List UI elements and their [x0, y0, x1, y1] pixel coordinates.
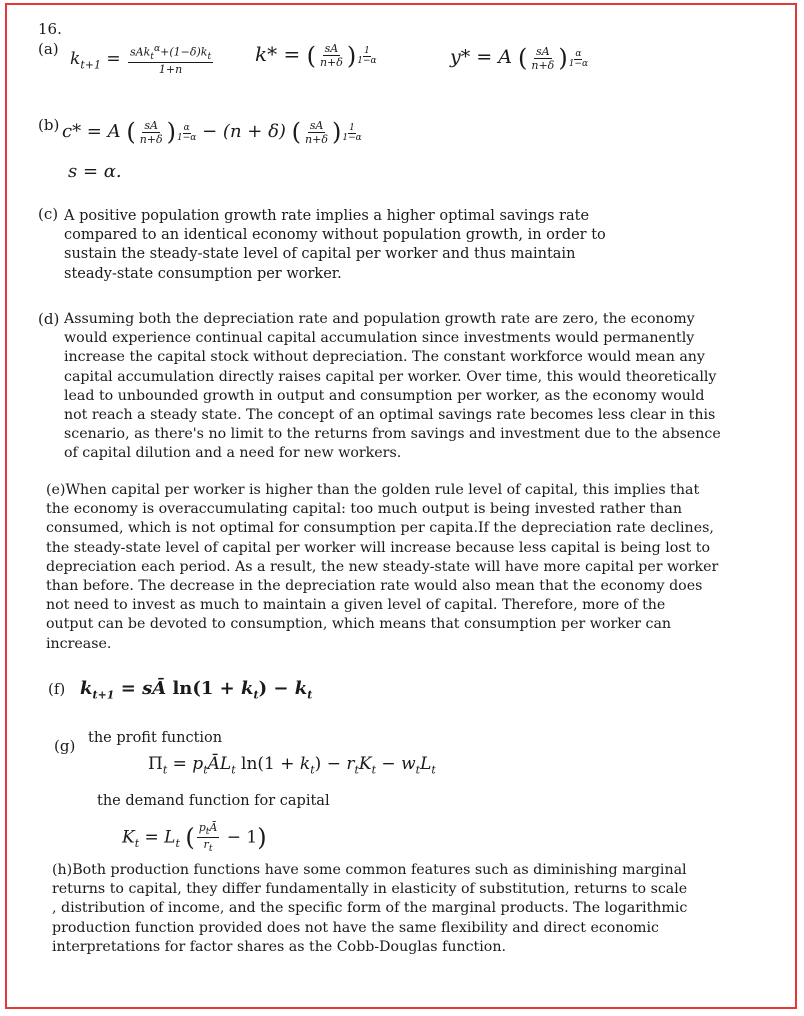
text-line: compared to an identical economy without population growth, in order to	[64, 227, 606, 244]
part-b-label: (b)	[38, 116, 60, 134]
demand-function-label: the demand function for capital	[97, 793, 330, 809]
text-line: than before. The decrease in the depreciation rate would also mean that the economy does	[46, 578, 703, 595]
text-line: , distribution of income, and the specific form of the marginal products. The logarithmic	[52, 900, 688, 917]
text-line: the economy is overaccumulating capital: too much output is being invested rather than	[46, 501, 683, 518]
text-line: consumed, which is not optimal for consumption per capita.If the depreciation rate declines,	[46, 520, 714, 537]
capital-demand-equation: $K_t = L_t$ ( $\frac{p_tĀ}{r_t}$ − 1)	[122, 821, 267, 855]
profit-function-equation: $\Pi_t$ = $p_tĀL_t$ $\ln(1 + k_t) - r_tK_t - w_tL_t$	[148, 754, 436, 777]
part-b-equation-s: s = α.	[68, 161, 122, 182]
text-line: Assuming both the depreciation rate and population growth rate are zero, the economy	[64, 311, 695, 327]
text-line: A positive population growth rate implies a higher optimal savings rate	[64, 208, 590, 224]
part-f-label: (f)	[48, 680, 66, 698]
part-a-equation-k-star: k* = ( $\frac{sA}{n+\delta}$ ) $\frac{1}{1-\alpha}$	[255, 42, 377, 70]
part-c-label: (c)	[38, 205, 59, 223]
text-line: lead to unbounded growth in output and consumption per worker, as the economy would	[64, 387, 705, 404]
text-line: returns to capital, they differ fundamentally in elasticity of substitution, returns to scale	[52, 881, 688, 898]
part-a-equation-y-star: y* = A ( $\frac{sA}{n+\delta}$ ) $\frac{\alpha}{1-\alpha}$	[450, 44, 589, 72]
text-line: output can be devoted to consumption, which means that consumption per worker can	[46, 616, 672, 633]
part-a-eq2-text	[255, 40, 256, 41]
part-a-label: (a)	[38, 40, 59, 58]
text-line: the steady-state level of capital per worker will increase because less capital is being lost to	[46, 539, 711, 556]
text-line: (e)When capital per worker is higher than the golden rule level of capital, this implies that	[46, 482, 700, 498]
text-line: capital accumulation directly raises capital per worker. Over time, this would theoretically	[64, 368, 717, 385]
text-line: depreciation each period. As a result, the new steady-state will have more capital per worker	[46, 558, 719, 575]
text-line: would experience continual capital accumulation since investments would permanently	[64, 330, 695, 347]
text-line: not reach a steady state. The concept of an optimal savings rate becomes less clear in this	[64, 407, 716, 424]
text-line: (h)Both production functions have some common features such as diminishing marginal	[52, 862, 687, 878]
part-d-text	[64, 310, 784, 464]
part-g-label: (g)	[54, 737, 76, 755]
text-line: sustain the steady-state level of capital per worker and thus maintain	[64, 246, 576, 263]
part-e-text	[46, 481, 786, 654]
text-line: production function provided does not have the same flexibility and direct economic	[52, 919, 659, 936]
text-line: steady-state consumption per worker.	[64, 265, 342, 282]
part-a-eq1-text	[70, 40, 71, 41]
part-c-text	[64, 207, 764, 284]
text-line: not need to invest as much to maintain a given level of capital. Therefore, more of the	[46, 597, 666, 614]
part-b-equation-c-star: c* = A ( $\frac{sA}{n+\delta}$ ) $\frac{\alpha}{1-\alpha}$ − (n + δ) ( $\frac{sA}{n+\delta}$ ) $\frac{1}{1-\alpha}$	[62, 118, 362, 146]
part-f-equation: $k_{t+1}$ = sĀ $\ln(1 + k_t) - k_t$	[80, 678, 313, 702]
part-d-label: (d)	[38, 310, 60, 328]
text-line: increase the capital stock without depreciation. The constant workforce would mean any	[64, 349, 705, 366]
part-a-eq3-text	[450, 40, 451, 41]
problem-number: 16.	[38, 20, 62, 38]
text-line: of capital dilution and a need for new workers.	[64, 445, 402, 462]
text-line: scenario, as there's no limit to the returns from savings and investment due to the absence	[64, 426, 721, 443]
part-h-text	[52, 861, 772, 957]
profit-function-label: the profit function	[88, 730, 223, 746]
part-a-equation-k-next: $k_{t+1}$ = $\frac{sAk_t^\alpha+(1-\delta)k_t}{1+n}$	[70, 43, 212, 77]
text-line: interpretations for factor shares as the Cobb-Douglas function.	[52, 938, 506, 955]
text-line: increase.	[46, 635, 112, 652]
